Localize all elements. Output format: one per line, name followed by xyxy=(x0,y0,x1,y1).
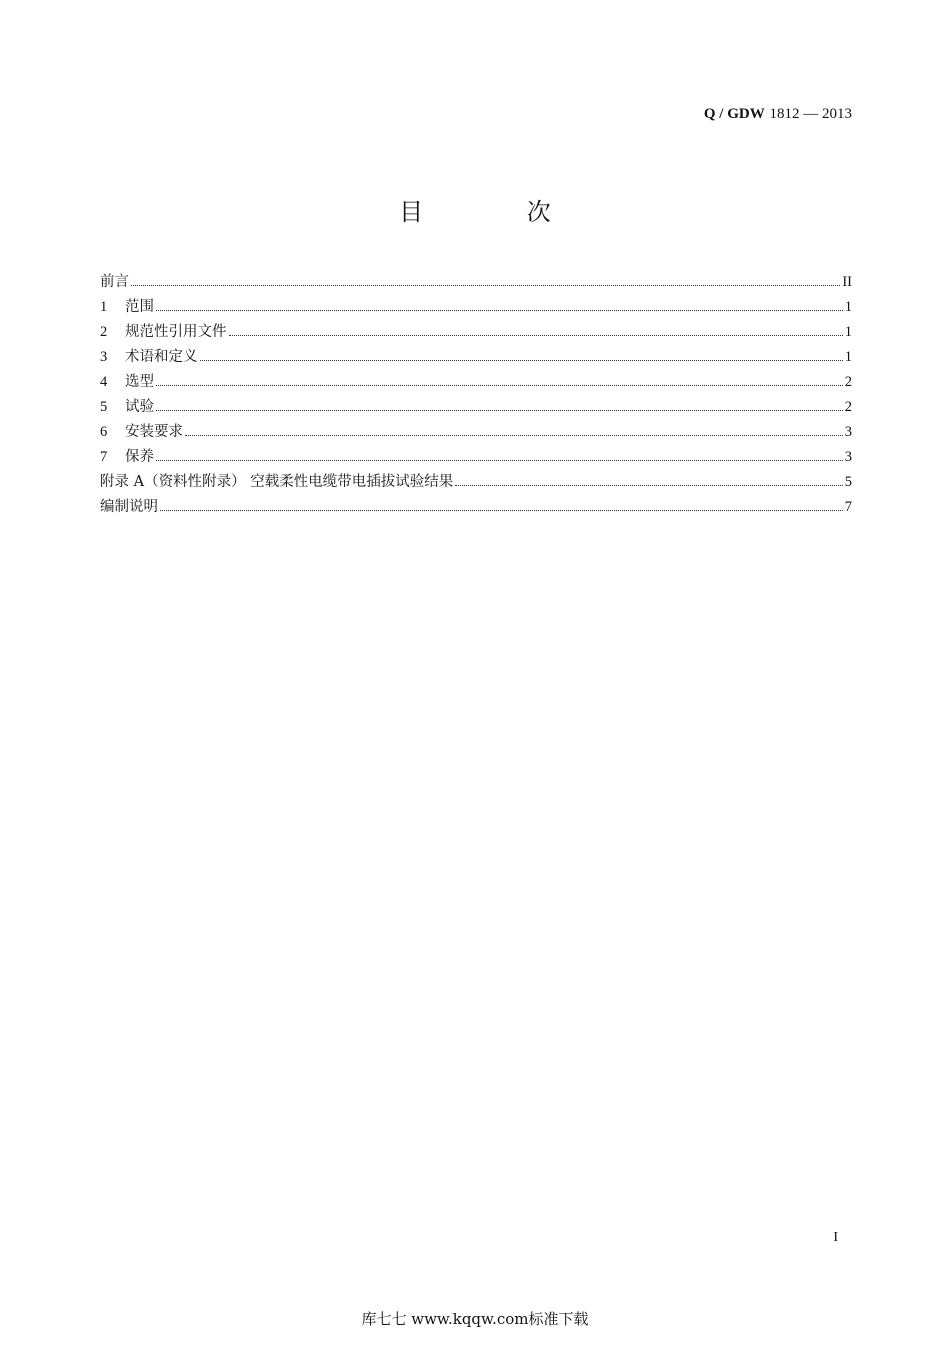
toc-entry-appendix-a[interactable] xyxy=(100,470,852,495)
standard-code xyxy=(704,104,852,123)
toc-entry-label: 附录 A（资料性附录） 空载柔性电缆带电插拔试验结果 xyxy=(100,474,454,490)
toc-entry-label: 术语和定义 xyxy=(125,349,198,365)
standard-number: 1812 — 2013 xyxy=(769,106,852,122)
toc-entry-number: 6 xyxy=(100,424,108,440)
toc-entry-page: 5 xyxy=(844,474,852,490)
toc-entry-number: 5 xyxy=(100,399,108,415)
toc-entry-page: 3 xyxy=(844,424,852,440)
toc-entry-page: 2 xyxy=(844,399,852,415)
toc-entry-label: 试验 xyxy=(125,399,154,415)
leader-dots xyxy=(156,409,843,411)
table-of-contents xyxy=(100,270,852,520)
toc-entry-page: II xyxy=(842,274,852,290)
toc-entry-number: 1 xyxy=(100,299,108,315)
leader-dots xyxy=(160,509,843,511)
leader-dots xyxy=(455,484,843,486)
page-title: 目 次 xyxy=(399,198,599,226)
leader-dots xyxy=(156,384,843,386)
toc-entry-page: 1 xyxy=(844,349,852,365)
toc-entry-page: 2 xyxy=(844,374,852,390)
leader-dots xyxy=(200,359,843,361)
footer-watermark: 库七七 www.kqqw.com标准下载 xyxy=(361,1310,589,1328)
toc-entry-page: 3 xyxy=(844,449,852,465)
toc-entry-normative-references[interactable] xyxy=(100,320,852,345)
toc-entry-page: 1 xyxy=(844,324,852,340)
toc-entry-number: 3 xyxy=(100,349,108,365)
toc-entry-tests[interactable] xyxy=(100,395,852,420)
leader-dots xyxy=(229,334,843,336)
leader-dots xyxy=(156,309,843,311)
toc-entry-selection[interactable] xyxy=(100,370,852,395)
toc-entry-terms-definitions[interactable] xyxy=(100,345,852,370)
toc-entry-number: 2 xyxy=(100,324,108,340)
page-number: I xyxy=(833,1230,838,1245)
toc-entry-installation[interactable] xyxy=(100,420,852,445)
toc-entry-label: 前言 xyxy=(100,274,129,290)
standard-prefix: Q / GDW xyxy=(703,106,765,122)
toc-entry-label: 选型 xyxy=(125,374,154,390)
leader-dots xyxy=(185,434,843,436)
toc-entry-scope[interactable] xyxy=(100,295,852,320)
toc-entry-label: 安装要求 xyxy=(125,424,183,440)
toc-entry-foreword[interactable] xyxy=(100,270,852,295)
toc-entry-page: 1 xyxy=(844,299,852,315)
leader-dots xyxy=(131,284,840,286)
toc-entry-label: 规范性引用文件 xyxy=(125,324,227,340)
toc-entry-number: 4 xyxy=(100,374,108,390)
toc-entry-label: 范围 xyxy=(125,299,154,315)
leader-dots xyxy=(156,459,843,461)
toc-entry-label: 保养 xyxy=(125,449,154,465)
toc-entry-label: 编制说明 xyxy=(100,499,158,515)
toc-entry-compilation-notes[interactable] xyxy=(100,495,852,520)
toc-entry-number: 7 xyxy=(100,449,108,465)
toc-entry-maintenance[interactable] xyxy=(100,445,852,470)
toc-entry-page: 7 xyxy=(844,499,852,515)
